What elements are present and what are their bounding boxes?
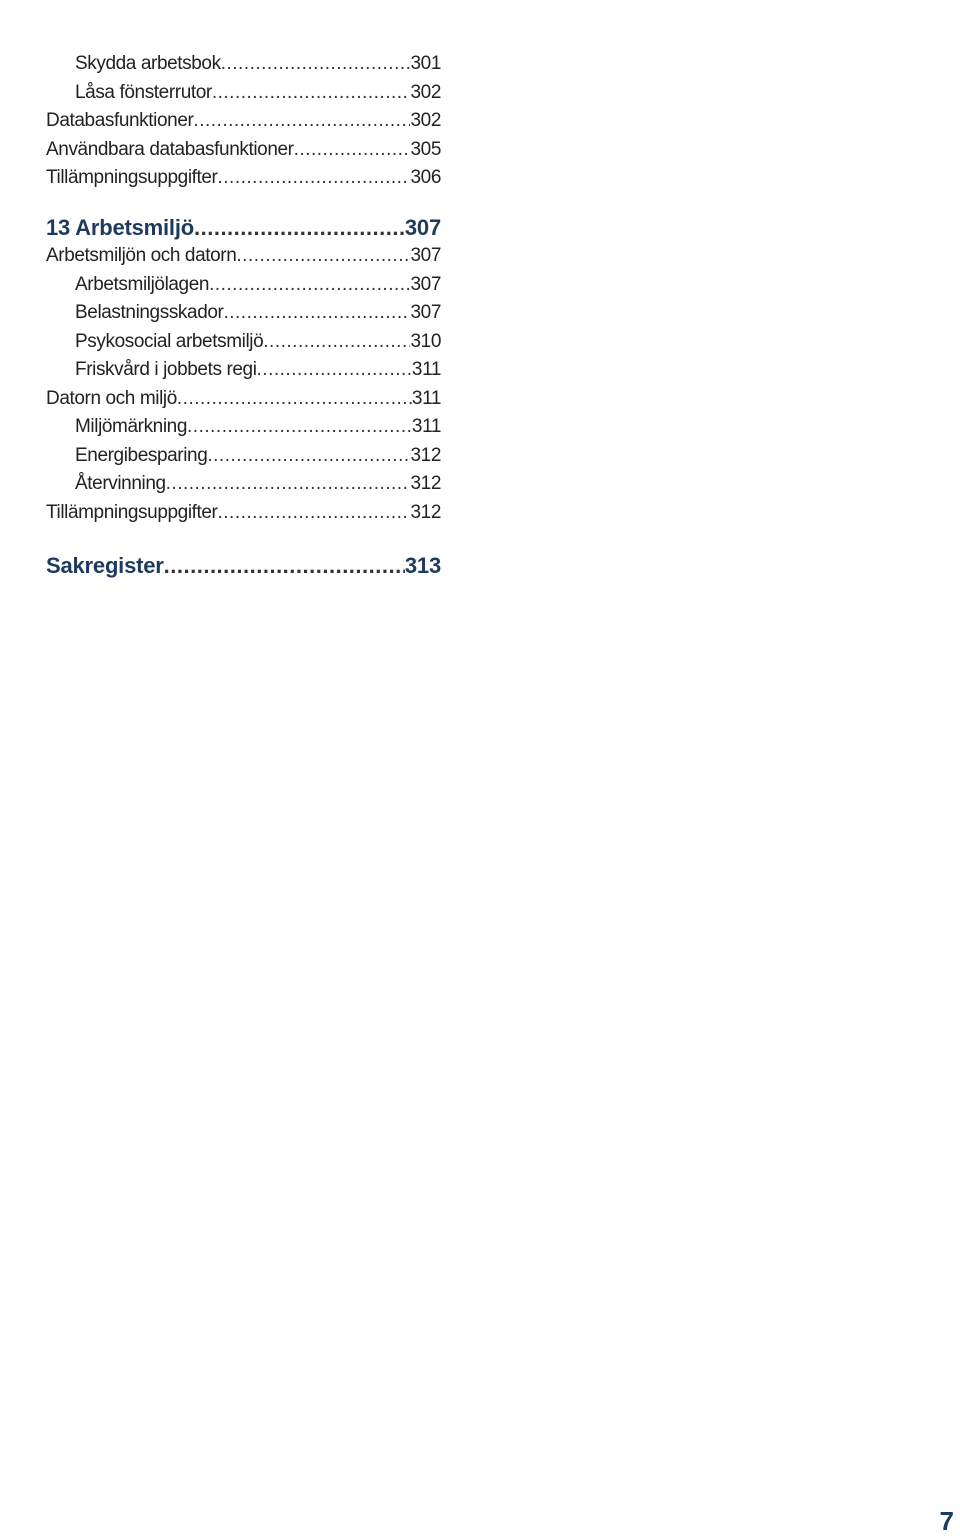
toc-entry-title: Psykosocial arbetsmiljö (75, 330, 264, 352)
toc-entry[interactable] (46, 164, 441, 193)
toc-chapter-heading[interactable] (46, 214, 441, 243)
toc-entry-title: Belastningsskador (75, 302, 224, 323)
toc-entry-title: Tillämpningsuppgifter (46, 501, 218, 523)
toc-entry[interactable] (46, 79, 441, 108)
toc-leader-dots (212, 79, 411, 108)
spacer (46, 193, 441, 214)
toc-entry-page: 311 (411, 416, 441, 437)
toc-entry-page: 312 (410, 501, 441, 523)
toc-entry-page: 307 (410, 273, 441, 295)
toc-entry-title: Energibesparing (75, 444, 208, 466)
toc-leader-dots (257, 356, 412, 385)
toc-leader-dots (221, 50, 411, 79)
toc-entry-page: 311 (411, 359, 441, 380)
toc-entry-page: 310 (410, 330, 441, 352)
toc-entry-page: 311 (411, 387, 441, 409)
toc-entry[interactable] (46, 499, 441, 528)
toc-leader-dots (207, 442, 410, 471)
toc-entry-title: Datorn och miljö (46, 387, 177, 409)
toc-entry-title: Friskvård i jobbets regi (75, 359, 257, 380)
toc-entry-page: 307 (410, 302, 441, 323)
toc-entry-page: 302 (410, 81, 441, 103)
toc-entry[interactable] (46, 385, 441, 414)
toc-leader-dots (209, 271, 410, 300)
toc-leader-dots (294, 136, 411, 165)
toc-entry[interactable] (46, 299, 441, 328)
toc-chapter-page: 307 (404, 214, 441, 240)
toc-entry-title: Användbara databasfunktioner (46, 138, 294, 160)
toc-entry-page: 305 (410, 138, 441, 160)
toc-entry-title: Miljömärkning (75, 416, 188, 437)
toc-entry-page: 312 (410, 473, 441, 494)
toc-entry-title: Arbetsmiljölagen (75, 273, 210, 295)
toc-entry-title: Skydda arbetsbok (75, 53, 221, 74)
toc-entry-title: Låsa fönsterrutor (75, 81, 212, 103)
toc-entry[interactable] (46, 356, 441, 385)
toc-leader-dots (193, 107, 410, 136)
toc-leader-dots (187, 413, 412, 442)
toc-leader-dots (177, 385, 412, 414)
toc-entry-title: Databasfunktioner (46, 110, 194, 131)
toc-leader-dots (218, 164, 411, 193)
toc-entry-page: 301 (410, 53, 441, 74)
toc-entry[interactable] (46, 50, 441, 79)
toc-entry-page: 307 (410, 245, 441, 266)
spacer (46, 527, 441, 552)
toc-leader-dots (166, 470, 411, 499)
toc-entry[interactable] (46, 470, 441, 499)
toc-entry[interactable] (46, 328, 441, 357)
toc-entry[interactable] (46, 242, 441, 271)
toc-entry-title: Tillämpningsuppgifter (46, 167, 218, 188)
toc-entry[interactable] (46, 442, 441, 471)
toc-index-heading[interactable] (46, 552, 441, 581)
toc-index-title: Sakregister (46, 553, 164, 578)
toc-entry-title: Återvinning (75, 473, 166, 494)
toc-leader-dots (164, 552, 405, 581)
toc-entry-title: Arbetsmiljön och datorn (46, 245, 237, 266)
toc-leader-dots (218, 499, 411, 528)
toc-index-page: 313 (404, 553, 441, 578)
page-number: 7 (939, 1506, 954, 1536)
toc-entry-page: 306 (410, 167, 441, 188)
toc-leader-dots (194, 214, 405, 243)
toc-entry[interactable] (46, 271, 441, 300)
toc-leader-dots (263, 328, 410, 357)
table-of-contents (46, 50, 441, 581)
toc-entry[interactable] (46, 136, 441, 165)
toc-entry[interactable] (46, 413, 441, 442)
toc-leader-dots (223, 299, 410, 328)
toc-entry[interactable] (46, 107, 441, 136)
toc-entry-page: 302 (410, 110, 441, 131)
toc-entry-page: 312 (410, 444, 441, 466)
toc-leader-dots (236, 242, 410, 271)
toc-chapter-title: 13 Arbetsmiljö (46, 214, 194, 240)
